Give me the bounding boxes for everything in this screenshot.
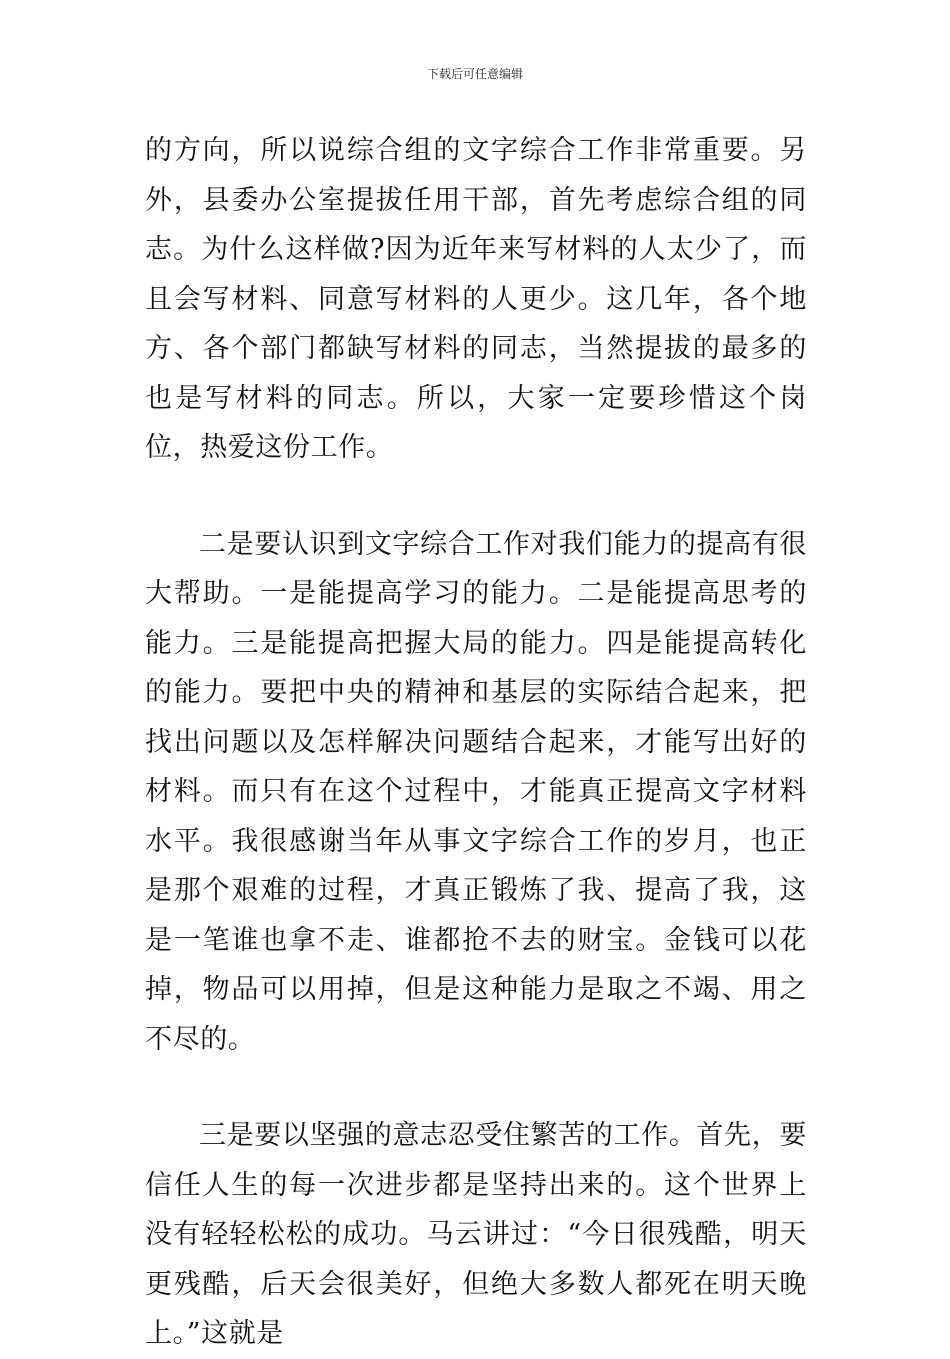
document-body — [145, 126, 807, 1359]
paragraph-point-three: 三是要以坚强的意志忍受住繁苦的工作。首先，要信任人生的每一次进步都是坚持出来的。这个世界上没有轻轻松松的成功。马云讲过：“今日很残酷，明天更残酷，后天会很美好，但绝大多数人都死在明天晚上。”这就是 — [145, 1120, 807, 1349]
paragraph-continuation: 的方向，所以说综合组的文字综合工作非常重要。另外，县委办公室提拔任用干部，首先考虑综合组的同志。为什么这样做?因为近年来写材料的人太少了，而且会写材料、同意写材料的人更少。这几年，各个地方、各个部门都缺写材料的同志，当然提拔的最多的也是写材料的同志。所以，大家一定要珍惜这个岗位，热爱这份工作。 — [145, 135, 807, 463]
paragraph-point-two: 二是要认识到文字综合工作对我们能力的提高有很大帮助。一是能提高学习的能力。二是能提高思考的能力。三是能提高把握大局的能力。四是能提高转化的能力。要把中央的精神和基层的实际结合起来，把找出问题以及怎样解决问题结合起来，才能写出好的材料。而只有在这个过程中，才能真正提高文字材料水平。我很感谢当年从事文字综合工作的岁月，也正是那个艰难的过程，才真正锻炼了我、提高了我，这是一笔谁也拿不走、谁都抢不去的财宝。金钱可以花掉，物品可以用掉，但是这种能力是取之不竭、用之不尽的。 — [145, 528, 807, 1055]
page-header-note: 下载后可任意编辑 — [426, 67, 523, 81]
